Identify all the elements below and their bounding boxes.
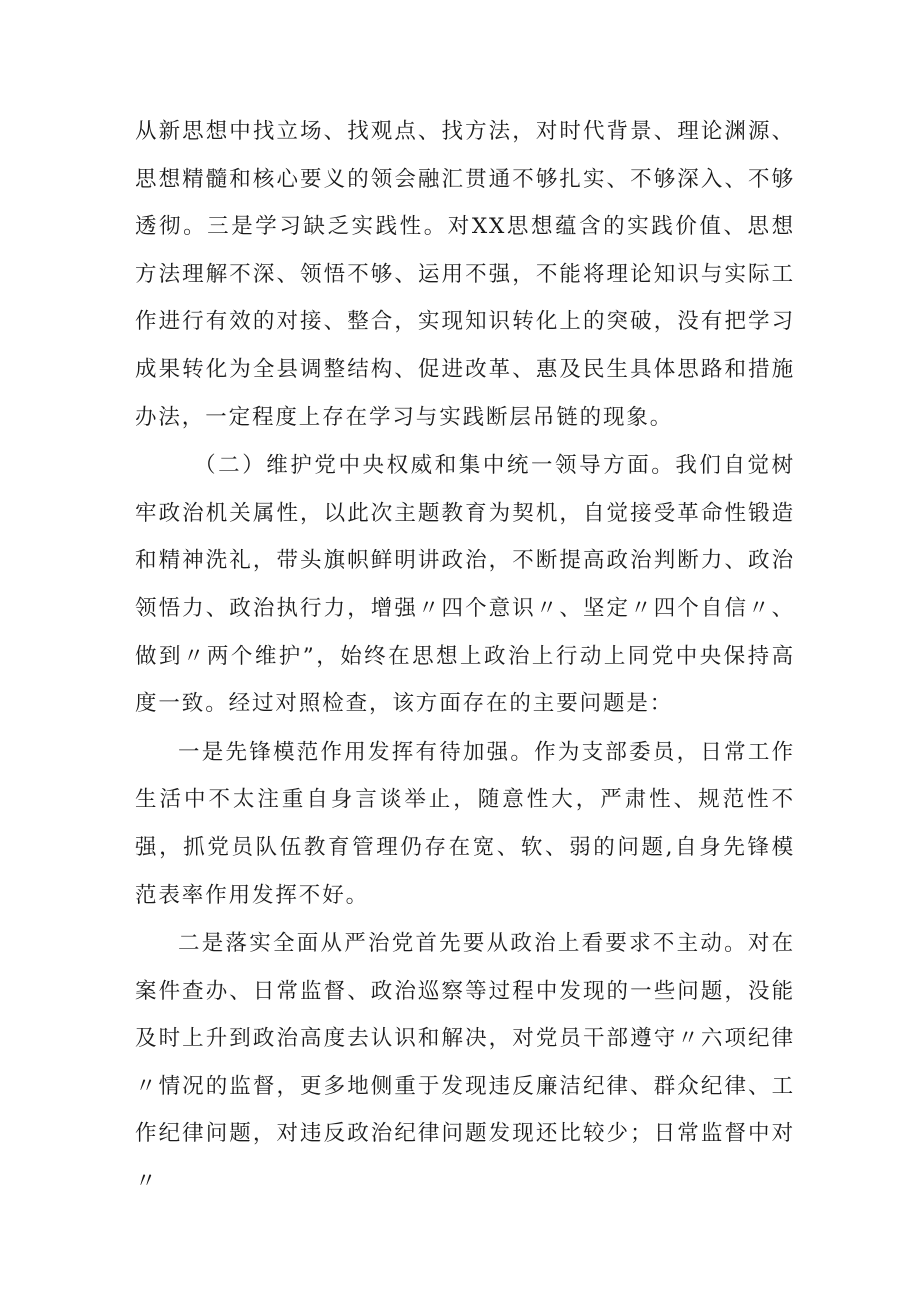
document-body	[135, 108, 795, 1206]
paragraph-continuation: 从新思想中找立场、找观点、找方法，对时代背景、理论渊源、思想精髓和核心要义的领会融汇贯通不够扎实、不够深入、不够透彻。三是学习缺乏实践性。对XX思想蕴含的实践价值、思想方法理解不深、领悟不够、运用不强，不能将理论知识与实际工作进行有效的对接、整合，实现知识转化上的突破，没有把学习成果转化为全县调整结构、促进改革、惠及民生具体思路和措施办法，一定程度上存在学习与实践断层吊链的现象。	[135, 119, 795, 430]
paragraph-issue-one: 一是先锋模范作用发挥有待加强。作为支部委员，日常工作生活中不太注重自身言谈举止，随意性大，严肃性、规范性不强，抓党员队伍教育管理仍存在宽、软、弱的问题,自身先锋模范表率作用发挥不好。	[135, 739, 795, 908]
paragraph-section-two: （二）维护党中央权威和集中统一领导方面。我们自觉树牢政治机关属性，以此次主题教育为契机，自觉接受革命性锻造和精神洗礼，带头旗帜鲜明讲政治，不断提高政治判断力、政治领悟力、政治执行力，增强〃四个意识〃、坚定〃四个自信〃、做到〃两个维护”，始终在思想上政治上行动上同党中央保持高度一致。经过对照检查，该方面存在的主要问题是：	[135, 453, 795, 717]
paragraph-issue-two: 二是落实全面从严治党首先要从政治上看要求不主动。对在案件查办、日常监督、政治巡察等过程中发现的一些问题，没能及时上升到政治高度去认识和解决，对党员干部遵守〃六项纪律〃情况的监督，更多地侧重于发现违反廉洁纪律、群众纪律、工作纪律问题，对违反政治纪律问题发现还比较少；日常监督中对〃	[135, 931, 795, 1195]
